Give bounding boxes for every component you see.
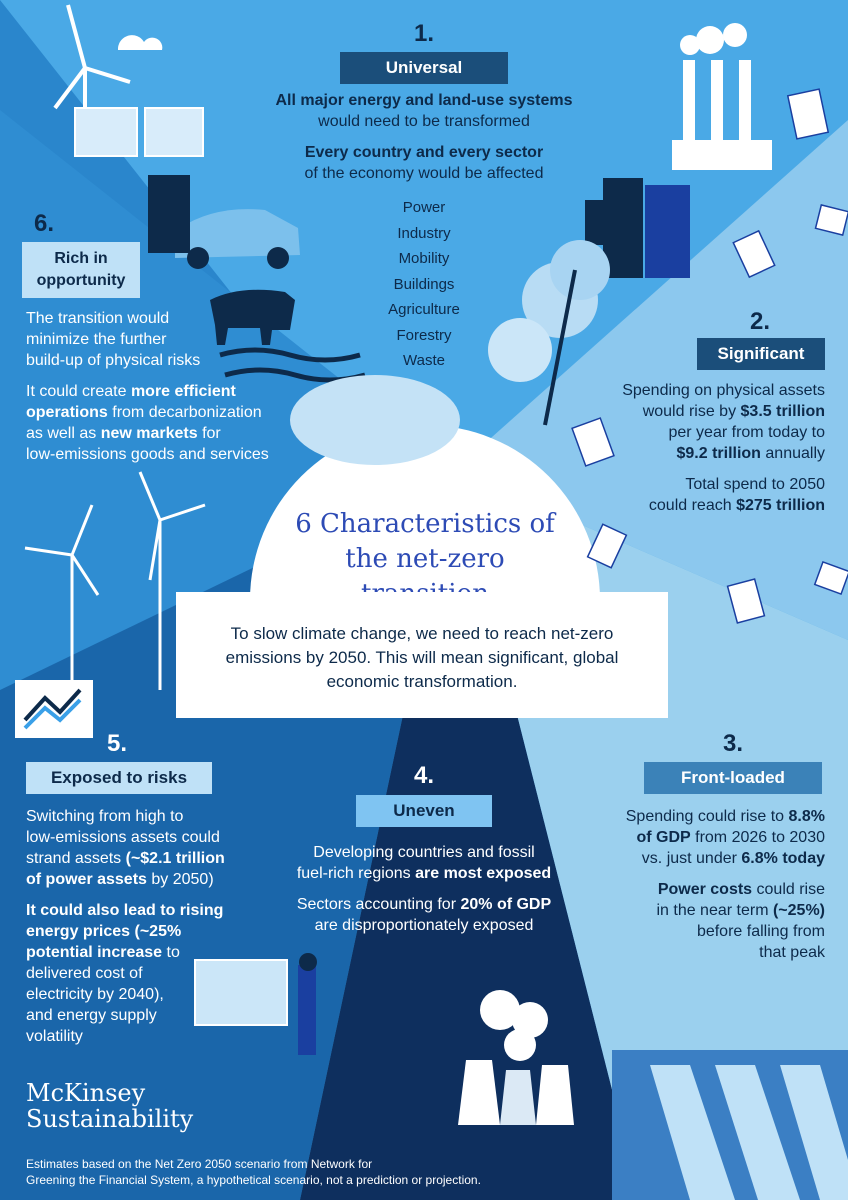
- section-2-label: Significant: [697, 338, 825, 370]
- s6-p2-b: from decarbonization: [107, 404, 262, 421]
- s5-p2-d: delivered cost of: [26, 965, 143, 982]
- s2-p2-b: could reach: [648, 497, 737, 514]
- brand-line-2: Sustainability: [26, 1105, 194, 1133]
- s4-p2-a: Sectors accounting for: [296, 896, 461, 913]
- s3-p1-a-bold: 8.8%: [788, 808, 825, 825]
- s6-p2-d: low-emissions goods and services: [26, 446, 269, 463]
- sector-list: [364, 195, 484, 374]
- s6-p1-a: The transition would: [26, 310, 170, 327]
- s2-p1-c: per year from today to: [668, 424, 825, 441]
- s5-p2-g: volatility: [26, 1028, 83, 1045]
- section-2-text: [560, 380, 825, 526]
- s1-line2-bold: Every country and every sector: [304, 144, 544, 161]
- s6-p2-c-bold: new markets: [100, 425, 198, 442]
- s2-p1-d-bold: $9.2 trillion: [676, 445, 761, 462]
- s4-p2-a-bold: 20% of GDP: [460, 896, 552, 913]
- section-6-label-1: Rich in: [54, 250, 108, 267]
- s2-p2-b-bold: $275 trillion: [736, 497, 825, 514]
- sector-item: Agriculture: [388, 301, 460, 318]
- brand-logo: [26, 1080, 286, 1132]
- s2-p1-b-bold: $3.5 trillion: [740, 403, 825, 420]
- section-2-number: 2.: [749, 308, 770, 335]
- s6-p2-a: It could create: [26, 383, 131, 400]
- section-4-number: 4.: [413, 762, 434, 789]
- s5-p1-c-bold: (~$2.1 trillion: [125, 850, 225, 867]
- sector-item: Waste: [403, 352, 445, 369]
- s5-p1-d-bold: of power assets: [26, 871, 147, 888]
- s4-p1-b: fuel-rich regions: [296, 865, 416, 882]
- s3-p1-c-bold: 6.8% today: [741, 850, 825, 867]
- s2-p1-d: annually: [760, 445, 825, 462]
- s5-p2-f: and energy supply: [26, 1007, 157, 1024]
- section-6-text: [26, 308, 286, 475]
- section-3-number: 3.: [722, 730, 743, 757]
- intro-text: To slow climate change, we need to reach net-zero emissions by 2050. This will mean significant, global economic transformation.: [225, 624, 619, 691]
- sector-item: Forestry: [396, 326, 452, 344]
- s5-p2-e: electricity by 2040),: [26, 986, 164, 1003]
- sector-item: Industry: [397, 224, 451, 242]
- s6-p2-c: as well as: [26, 425, 101, 442]
- s5-p1-c: strand assets: [26, 850, 126, 867]
- s4-p1-b-bold: are most exposed: [415, 865, 552, 882]
- footnote: [26, 1156, 586, 1188]
- section-1-text: [248, 90, 600, 194]
- s3-p2-b-bold: (~25%): [772, 902, 825, 919]
- hydro-dam-icon: [612, 1050, 848, 1200]
- s2-p2-a: Total spend to 2050: [685, 476, 825, 493]
- s2-p1-a: Spending on physical assets: [622, 382, 825, 399]
- earth-icon: [290, 375, 460, 465]
- s5-p1-b: low-emissions assets could: [26, 829, 220, 846]
- s5-p2-c-bold: potential increase: [26, 944, 163, 961]
- section-5-text: [26, 806, 256, 1057]
- s1-line1-bold: All major energy and land-use systems: [275, 92, 573, 109]
- s5-p2-b-bold: energy prices (~25%: [26, 923, 182, 940]
- s1-line2-rest: of the economy would be affected: [304, 165, 544, 182]
- page-title: 6 Characteristics of the net-zero: [295, 509, 555, 574]
- section-4-text: [284, 842, 564, 946]
- section-3-text: [560, 806, 825, 973]
- sector-item: Power: [402, 199, 446, 216]
- s4-p1-a: Developing countries and fossil: [313, 844, 535, 861]
- s1-line1-rest: would need to be transformed: [318, 113, 530, 130]
- section-6-label: [22, 242, 140, 298]
- s5-p2-a-bold: It could also lead to rising: [26, 902, 224, 919]
- section-4-label: Uneven: [356, 795, 492, 827]
- s6-p2-c2: for: [197, 425, 221, 442]
- s4-p2-b: are disproportionately exposed: [314, 917, 534, 934]
- trend-chart-icon: [15, 680, 93, 738]
- s6-p1-c: build-up of physical risks: [26, 352, 201, 369]
- s3-p2-d: that peak: [759, 944, 825, 961]
- section-5-number: 5.: [106, 730, 127, 757]
- s3-p2-c: before falling from: [696, 923, 825, 940]
- s2-p1-b: would rise by: [642, 403, 741, 420]
- intro-box: [176, 592, 668, 718]
- footnote-line-1: Estimates based on the Net Zero 2050 scenario from Network for: [26, 1157, 373, 1171]
- sector-item: Mobility: [398, 250, 450, 267]
- s3-p2-b: in the near term: [656, 902, 773, 919]
- s6-p2-a-bold: more efficient: [130, 383, 236, 400]
- brand-line-1: McKinsey: [26, 1079, 146, 1107]
- s3-p2-a: could rise: [752, 881, 825, 898]
- section-5-label: Exposed to risks: [26, 762, 212, 794]
- section-1-label: Universal: [340, 52, 508, 84]
- footnote-line-2: Greening the Financial System, a hypothetical scenario, not a prediction or projection.: [26, 1173, 481, 1187]
- section-1-number: 1.: [413, 20, 434, 47]
- s5-p2-c: to: [162, 944, 180, 961]
- s3-p2-a-bold: Power costs: [657, 881, 753, 898]
- s3-p1-c: vs. just under: [641, 850, 742, 867]
- sector-item: Buildings: [393, 275, 455, 293]
- s6-p2-b-bold: operations: [26, 404, 108, 421]
- s5-p1-a: Switching from high to: [26, 808, 184, 825]
- section-3-label: Front-loaded: [644, 762, 822, 794]
- s5-p1-d: by 2050): [146, 871, 214, 888]
- s6-p1-b: minimize the further: [26, 331, 167, 348]
- s3-p1-a: Spending could rise to: [625, 808, 789, 825]
- s3-p1-b: from 2026 to 2030: [690, 829, 825, 846]
- s3-p1-b-bold: of GDP: [636, 829, 691, 846]
- section-6-label-2: opportunity: [36, 272, 126, 289]
- section-6-number: 6.: [34, 210, 55, 237]
